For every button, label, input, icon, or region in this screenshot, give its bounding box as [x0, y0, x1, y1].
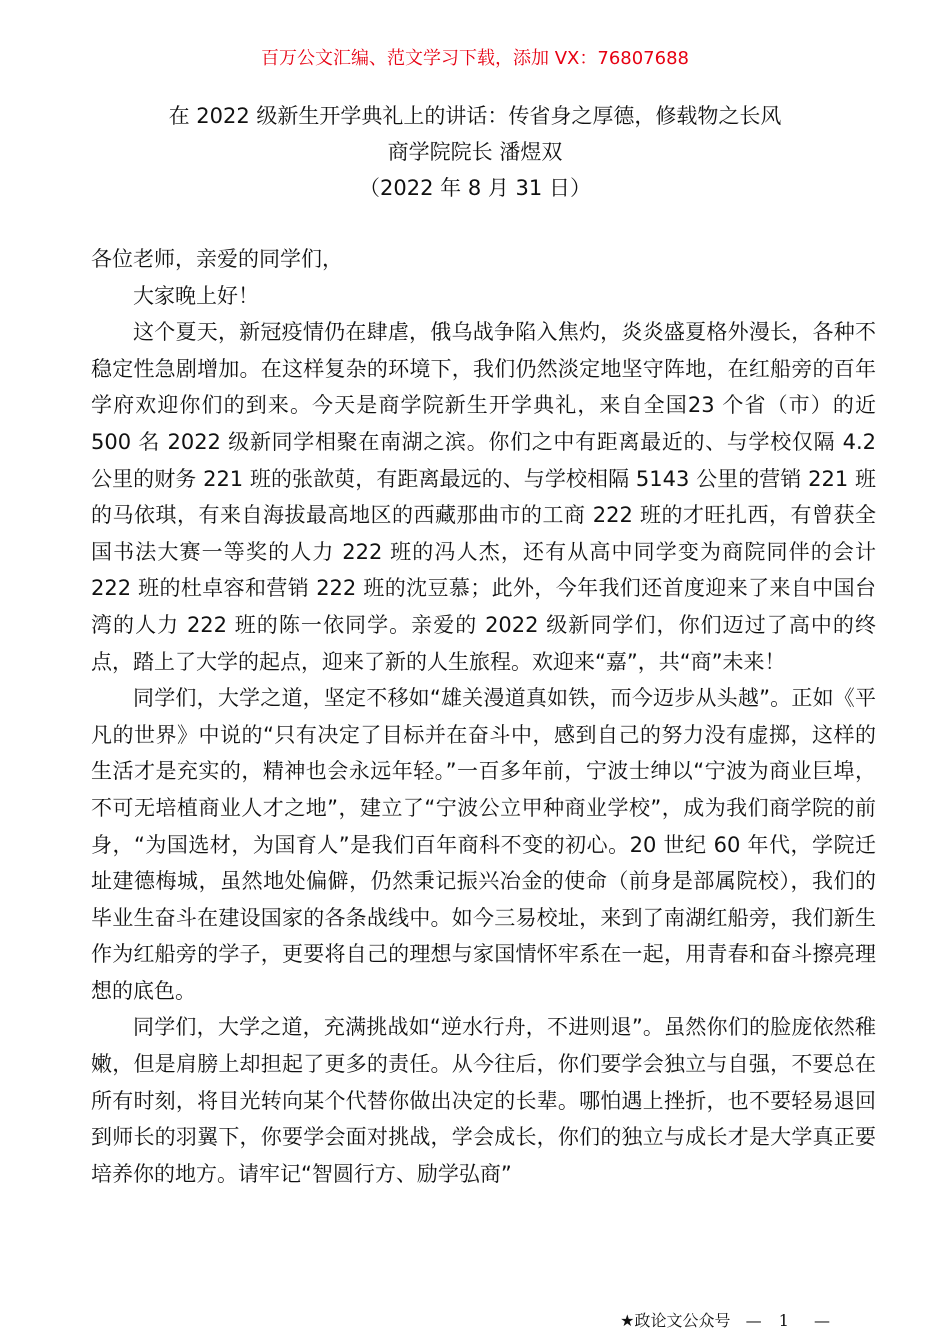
speech-body [91, 241, 876, 1192]
title-block [0, 98, 950, 206]
paragraph: 同学们，大学之道，充满挑战如“逆水行舟，不进则退”。虽然你们的脸庞依然稚嫩，但是肩膀上却担起了更多的责任。从今往后，你们要学会独立与自强，不要总在所有时刻，将目光转向某个代替你做出决定的长辈。哪怕遇上挫折，也不要轻易退回到师长的羽翼下，你要学会面对挑战，学会成长，你们的独立与成长才是大学真正要培养你的地方。请牢记“智圆行方、励学弘商” [91, 1015, 876, 1186]
page-footer [620, 1310, 832, 1332]
paragraph: 同学们，大学之道，坚定不移如“雄关漫道真如铁，而今迈步从头越”。正如《平凡的世界》中说的“只有决定了目标并在奋斗中，感到自己的努力没有虚掷，这样的生活才是充实的，精神也会永远年轻。”一百多年前，宁波士绅以“宁波为商业巨埠，不可无培植商业人才之地”，建立了“宁波公立甲种商业学校”，成为我们商学院的前身，“为国选材，为国育人”是我们百年商科不变的初心。20 世纪 60 年代，学院迁址建德梅城，虽然地处偏僻，仍然秉记振兴冶金的使命（前身是部属院校），我们的毕业生奋斗在建设国家的各条战线中。如今三易校址，来到了南湖红船旁，我们新生作为红船旁的学子，更要将自己的理想与家国情怀牢系在一起，用青春和奋斗擦亮理想的底色。 [91, 686, 876, 1003]
salutation: 各位老师，亲爱的同学们， [91, 247, 343, 271]
speech-author: 商学院院长 潘煜双 [387, 140, 563, 164]
speech-title: 在 2022 级新生开学典礼上的讲话：传省身之厚德，修载物之长风 [168, 104, 782, 128]
paragraph: 大家晚上好！ [133, 283, 259, 308]
footer-source: ★政论文公众号 [620, 1311, 731, 1330]
paragraph: 这个夏天，新冠疫情仍在肆虐，俄乌战争陷入焦灼，炎炎盛夏格外漫长，各种不稳定性急剧增加。在这样复杂的环境下，我们仍然淡定地坚守阵地，在红船旁的百年学府欢迎你们的到来。今天是商学院新生开学典礼，来自全国23 个省（市）的近 500 名 2022 级新同学相聚在南湖之滨。你们之中有距离最近的、与学校仅隔 4.2 公里的财务 221 班的张歆萸，有距离最远的、与学校相隔 5143 公里的营销 221 班的马依琪，有来自海拔最高地区的西藏那曲市的工商 222 班的才旺扎西，有曾获全国书法大赛一等奖的人力 222 班的冯人杰，还有从高中同学变为商院同伴的会计 222 班的杜卓容和营销 222 班的沈豆慕；此外，今年我们还首度迎来了来自中国台湾的人力 222 班的陈一依同学。亲爱的 2022 级新同学们，你们迈过了高中的终点，踏上了大学的起点，迎来了新的人生旅程。欢迎来“嘉”，共“商”未来！ [91, 320, 876, 674]
promo-banner: 百万公文汇编、范文学习下载，添加 VX：76807688 [261, 48, 689, 69]
footer-dash-left: — [745, 1311, 764, 1330]
footer-dash-right: — [814, 1311, 832, 1330]
speech-date: （2022 年 8 月 31 日） [359, 176, 591, 200]
page-number: 1 [778, 1311, 789, 1330]
